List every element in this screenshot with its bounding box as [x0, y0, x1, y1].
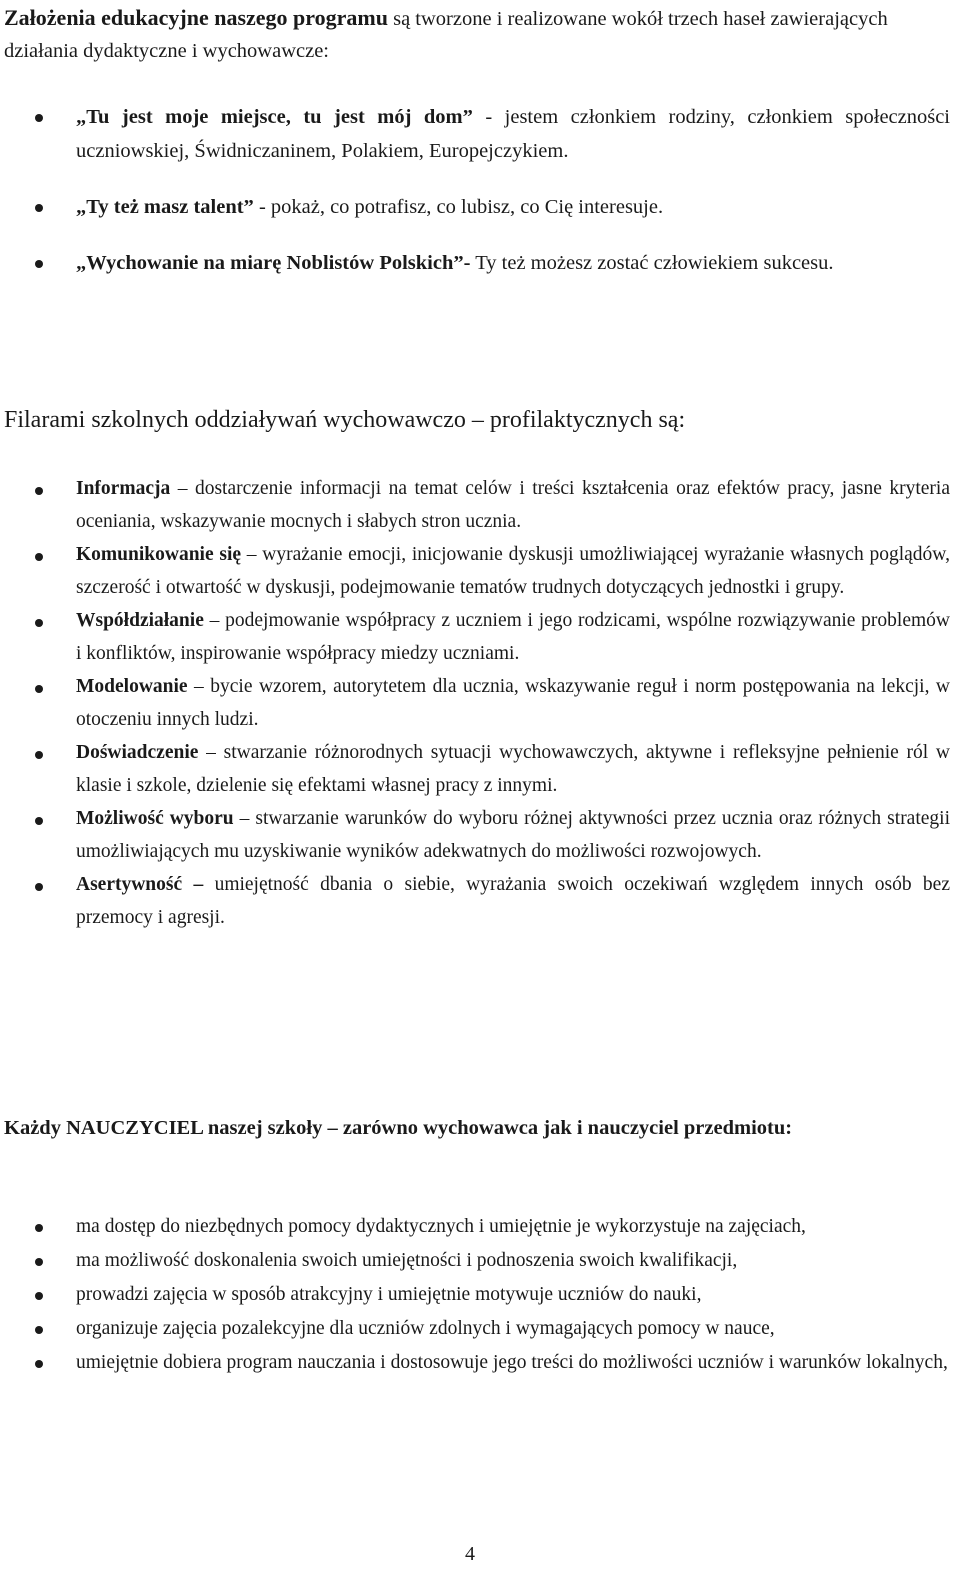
filar-term: Współdziałanie	[76, 610, 204, 631]
filar-term: Asertywność –	[76, 874, 204, 895]
teacher-heading: Każdy NAUCZYCIEL naszej szkoły – zarówno wychowawca jak i nauczyciel przedmiotu:	[4, 1117, 793, 1139]
intro-lead: Założenia edukacyjne naszego programu	[4, 5, 388, 30]
filar-term: Doświadczenie	[76, 742, 199, 763]
filar-item	[0, 736, 950, 802]
intro-text: są tworzone i realizowane wokół trzech haseł zawierających działania dydaktyczne i wychowawcze:	[4, 8, 888, 62]
motto-text: - pokaż, co potrafisz, co lubisz, co Cię interesuje.	[253, 196, 664, 218]
filar-text: – stwarzanie różnorodnych sytuacji wychowawczych, aktywne i refleksyjne pełnienie ról w klasie i szkole, dzielenie się efektami własnej pracy z innymi.	[76, 742, 950, 796]
filar-text: – bycie wzorem, autorytetem dla ucznia, wskazywanie reguł i norm postępowania na lekcji, w otoczeniu innych ludzi.	[76, 676, 950, 730]
teacher-list	[0, 1210, 950, 1380]
filary-heading: Filarami szkolnych oddziaływań wychowawczo – profilaktycznych są:	[4, 407, 686, 433]
intro-paragraph	[4, 2, 950, 67]
filar-term: Informacja	[76, 478, 171, 499]
filar-text: – podejmowanie współpracy z uczniem i jego rodzicami, wspólne rozwiązywanie problemów i konfliktów, inspirowanie współpracy miedzy uczniami.	[76, 610, 950, 664]
motto-item	[0, 246, 950, 280]
filar-item	[0, 868, 950, 934]
filar-text: – dostarczenie informacji na temat celów i treści kształcenia oraz efektów pracy, jasne kryteria oceniania, wskazywanie mocnych i słabych stron ucznia.	[76, 478, 950, 532]
filar-term: Komunikowanie się	[76, 544, 242, 565]
teacher-item: ma dostęp do niezbędnych pomocy dydaktycznych i umiejętnie je wykorzystuje na zajęciach,	[0, 1210, 950, 1244]
motto-item	[0, 100, 950, 168]
mottos-list	[0, 100, 950, 302]
teacher-item: organizuje zajęcia pozalekcyjne dla uczniów zdolnych i wymagających pomocy w nauce,	[0, 1312, 950, 1346]
teacher-item: ma możliwość doskonalenia swoich umiejętności i podnoszenia swoich kwalifikacji,	[0, 1244, 950, 1278]
motto-text: Ty też możesz zostać człowiekiem sukcesu.	[470, 252, 834, 274]
page-number: 4	[465, 1543, 475, 1565]
filar-text: umiejętność dbania o siebie, wyrażania swoich oczekiwań względem innych osób bez przemocy i agresji.	[76, 874, 950, 928]
motto-title: „Wychowanie na miarę Noblistów Polskich”-	[76, 252, 471, 274]
motto-title: „Tu jest moje miejsce, tu jest mój dom”	[76, 106, 473, 128]
teacher-item: prowadzi zajęcia w sposób atrakcyjny i umiejętnie motywuje uczniów do nauki,	[0, 1278, 950, 1312]
filar-text: – stwarzanie warunków do wyboru różnej aktywności przez ucznia oraz różnych strategii umożliwiających mu uzyskiwanie wyników adekwatnych do możliwości rozwojowych.	[76, 808, 950, 862]
filar-item	[0, 538, 950, 604]
filary-list	[0, 472, 950, 934]
filar-item	[0, 604, 950, 670]
filar-term: Możliwość wyboru	[76, 808, 234, 829]
motto-item	[0, 190, 950, 224]
filar-text: – wyrażanie emocji, inicjowanie dyskusji umożliwiającej wyrażanie własnych poglądów, szczerość i otwartość w dyskusji, podejmowanie tematów trudnych dotyczących jednostki i grupy.	[76, 544, 950, 598]
filar-term: Modelowanie	[76, 676, 188, 697]
filar-item	[0, 670, 950, 736]
motto-text: - jestem członkiem rodziny, członkiem społeczności uczniowskiej, Świdniczaninem, Polakiem, Europejczykiem.	[76, 106, 951, 162]
filar-item	[0, 802, 950, 868]
filar-item	[0, 472, 950, 538]
motto-title: „Ty też masz talent”	[76, 196, 254, 218]
teacher-item: umiejętnie dobiera program nauczania i dostosowuje jego treści do możliwości uczniów i warunków lokalnych,	[0, 1346, 950, 1380]
